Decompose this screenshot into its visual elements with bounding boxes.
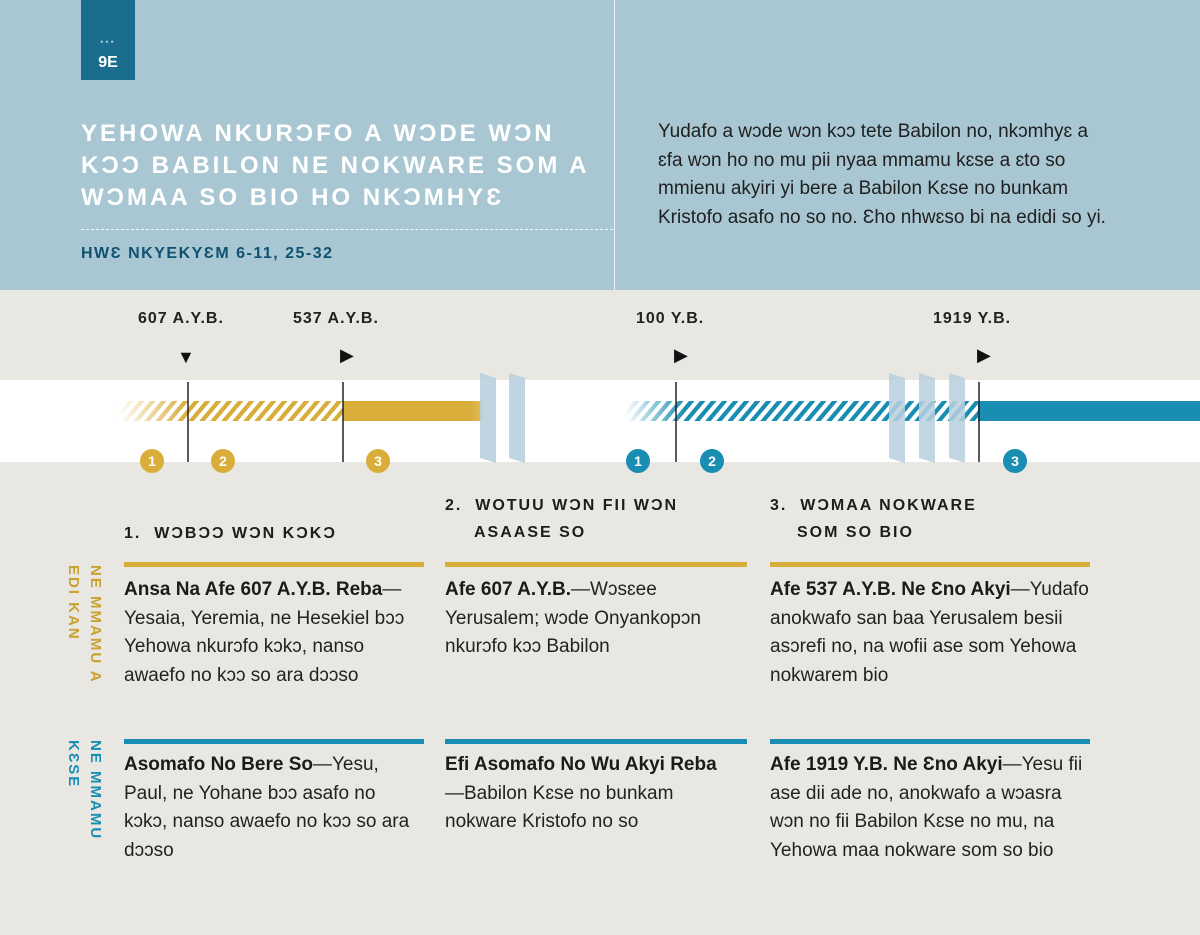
- column-heading-text: WƆMAA NOKWARE: [800, 497, 977, 514]
- blue-marker-3: 3: [1003, 449, 1027, 473]
- gold-rule: [445, 562, 747, 567]
- blue-marker-2: 2: [700, 449, 724, 473]
- blue-rule: [770, 739, 1090, 744]
- time-break: [889, 373, 905, 463]
- gold-rule: [124, 562, 424, 567]
- cell-title: Ansa Na Afe 607 A.Y.B. Reba: [124, 579, 383, 600]
- cell-text: —Yudafo anokwafo san baa Yerusalem besii asɔrefi no, na wofii ase som Yehowa nokwarem bio: [770, 579, 1089, 686]
- blue-rule: [124, 739, 424, 744]
- date-100-yb: 100 Y.B.: [636, 310, 705, 327]
- row-label-first-fulfillment: [62, 565, 106, 684]
- cell-title: Afe 537 A.Y.B. Ne Ɛno Akyi: [770, 579, 1011, 600]
- row-label-line: KƐSE: [65, 740, 82, 789]
- cell-title: Efi Asomafo No Wu Akyi Reba: [445, 754, 717, 775]
- cell-text: —Yesaia, Yeremia, ne Hesekiel bɔɔ Yehowa nkurɔfo kɔkɔ, nanso awaefo no kɔɔ so ara dɔɔso: [124, 579, 405, 686]
- time-break: [480, 373, 496, 463]
- gold-marker-2: 2: [211, 449, 235, 473]
- blue-rule: [445, 739, 747, 744]
- badge-dots: •••: [100, 37, 116, 47]
- right-triangle-icon: ▶: [977, 345, 991, 365]
- cell-title: Afe 1919 Y.B. Ne Ɛno Akyi: [770, 754, 1003, 775]
- column-number: 1.: [124, 525, 142, 542]
- cell-major-col1: [124, 751, 416, 865]
- down-triangle-icon: ▼: [177, 347, 195, 367]
- cell-first-col3: [770, 576, 1100, 690]
- gold-marker-3: 3: [366, 449, 390, 473]
- intro-text: Yudafo a wɔde wɔn kɔɔ tete Babilon no, nkɔmhyɛ a ɛfa wɔn ho no mu pii nyaa mmamu kɛse a ɛto so mmienu akyiri yi bere a Babilon Kɛse no bunkam Kristofo asafo no so no. Ɛho nhwɛso bi na edidi so yi.: [658, 121, 1106, 228]
- cell-text: —Wɔsɛee Yerusalem; wɔde Onyankopɔn nkurɔfo kɔɔ Babilon: [445, 579, 701, 657]
- right-triangle-icon: ▶: [674, 345, 688, 365]
- gold-marker-1: 1: [140, 449, 164, 473]
- scripture-reference: HWƐ NKYEKYƐM 6-11, 25-32: [81, 245, 334, 262]
- title-divider: [81, 229, 613, 230]
- cell-major-col3: [770, 751, 1100, 865]
- time-break: [919, 373, 935, 463]
- cell-text: —Yesu fii ase dii ade no, anokwafo a wɔasra wɔn no fii Babilon Kɛse no mu, na Yehowa maa nokware som so bio: [770, 754, 1083, 861]
- badge-label: 9E: [98, 54, 118, 71]
- cell-title: Asomafo No Bere So: [124, 754, 313, 775]
- gold-solid-segment: [343, 401, 483, 421]
- cell-title: Afe 607 A.Y.B.: [445, 579, 572, 600]
- column-heading-text: WOTUU WƆN FII WƆN: [475, 497, 679, 514]
- right-triangle-icon: ▶: [340, 345, 354, 365]
- cell-first-col1: [124, 576, 420, 690]
- row-label-line: EDI KAN: [65, 565, 82, 641]
- row-label-line: NE MMAMU A: [87, 565, 104, 684]
- blue-marker-1: 1: [626, 449, 650, 473]
- cell-text: —Babilon Kɛse no bunkam nokware Kristofo no so: [445, 782, 674, 832]
- cell-major-col2: [445, 751, 720, 837]
- blue-solid-segment: [978, 401, 1200, 421]
- column-heading-3: [770, 492, 977, 546]
- column-heading-1: [124, 520, 337, 547]
- row-label-line: NE MMAMU: [87, 740, 104, 841]
- header-divider: [614, 0, 615, 290]
- page-title: YEHOWA NKURƆFO A WƆDE WƆN KƆƆ BABILON NE NOKWARE SOM A WƆMAA SO BIO HO NKƆMHYƐ: [81, 120, 589, 211]
- date-1919-yb: 1919 Y.B.: [933, 310, 1012, 327]
- column-number: 3.: [770, 497, 788, 514]
- column-heading-text: ASAASE SO: [474, 524, 587, 541]
- date-607-ayb: 607 A.Y.B.: [138, 310, 224, 327]
- column-heading-text: WƆBƆƆ WƆN KƆKƆ: [154, 525, 337, 542]
- date-537-ayb: 537 A.Y.B.: [293, 310, 379, 327]
- column-number: 2.: [445, 497, 463, 514]
- time-break: [509, 373, 525, 463]
- row-label-major-fulfillment: [62, 740, 106, 840]
- page-badge: [81, 0, 135, 80]
- cell-text: —Yesu, Paul, ne Yohane bɔɔ asafo no kɔkɔ, nanso awaefo no kɔɔ so ara dɔɔso: [124, 754, 410, 861]
- gold-fade: [118, 401, 188, 421]
- time-break: [949, 373, 965, 463]
- gold-rule: [770, 562, 1090, 567]
- column-heading-2: [445, 492, 678, 546]
- column-heading-text: SOM SO BIO: [797, 524, 914, 541]
- cell-first-col2: [445, 576, 735, 662]
